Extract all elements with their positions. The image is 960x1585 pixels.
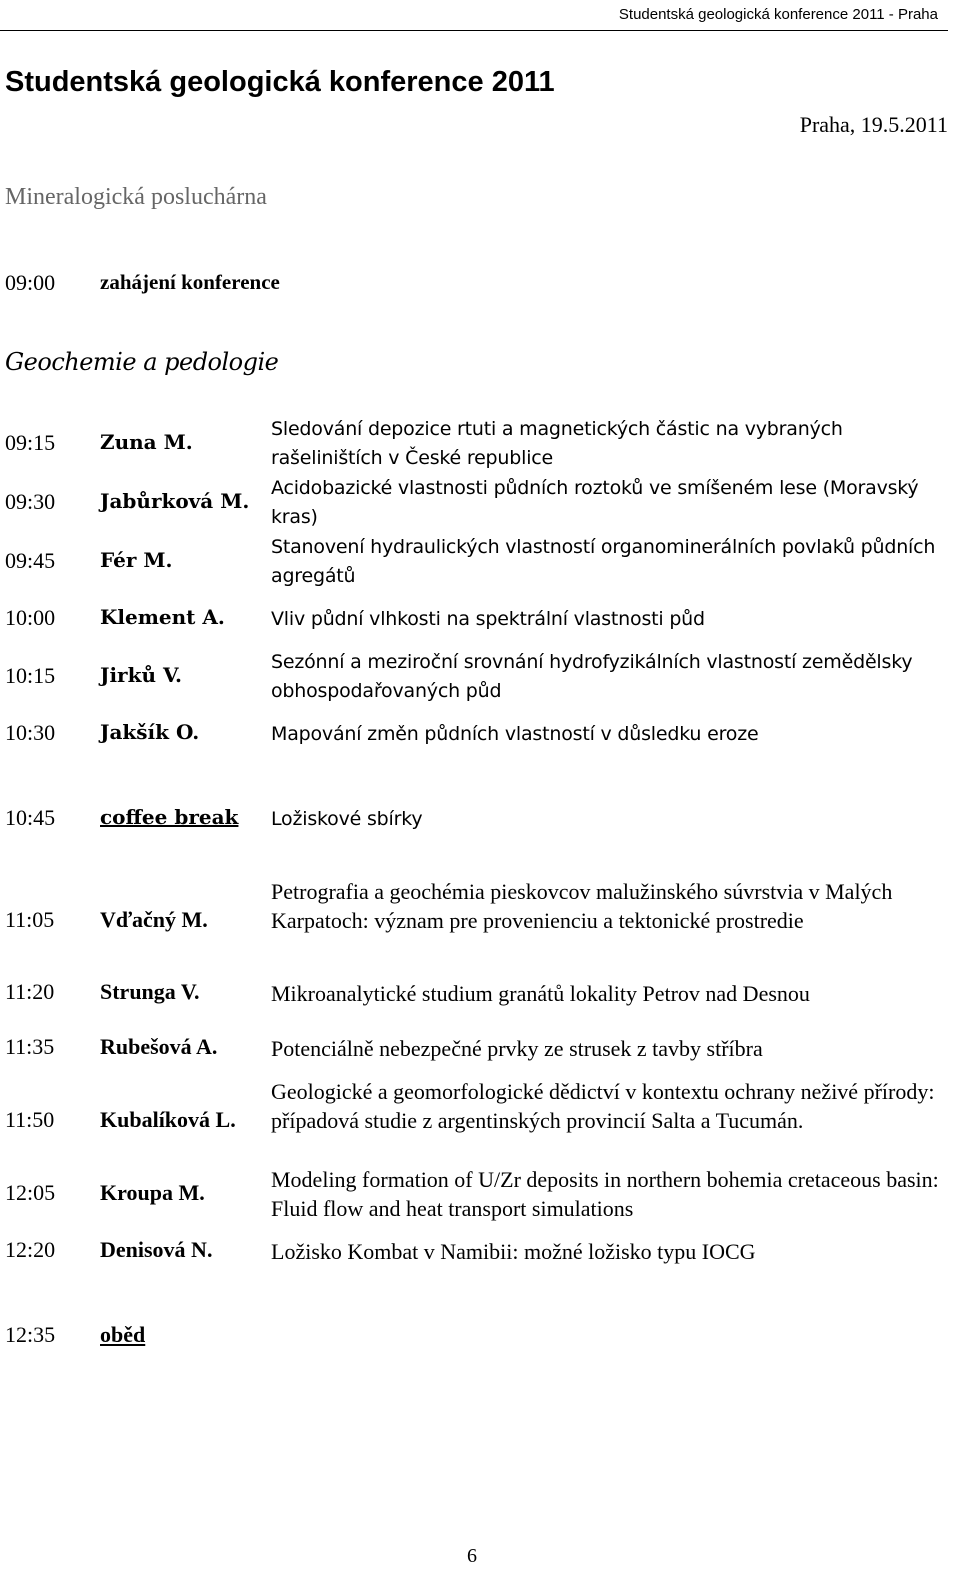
talk-title: Vliv půdní vlhkosti na spektrální vlastnosti půd [271,608,705,630]
author: Vďačný M. [100,907,208,932]
author: Jabůrková M. [100,489,250,513]
running-header [0,0,948,31]
talk-title: Acidobazické vlastnosti půdních roztoků ve smíšeném lese (Moravský kras) [271,477,919,528]
time: 12:20 [5,1237,56,1262]
talk-title: Sezónní a meziroční srovnání hydrofyzikálních vlastností zemědělsky obhospodařovaných půd [271,651,913,702]
running-header-text: Studentská geologická konference 2011 - Praha [618,6,938,23]
time: 09:15 [5,430,56,455]
talk-title: Potenciálně nebezpečné prvky ze strusek z tavby stříbra [271,1036,763,1061]
author: Kubalíková L. [100,1107,236,1132]
author: Klement A. [100,605,225,629]
coffee-break-location: Ložiskové sbírky [271,808,423,830]
time: 11:05 [5,907,55,932]
time: 10:30 [5,720,56,745]
author: Zuna M. [100,430,193,454]
lunch-label: oběd [100,1322,146,1347]
time: 09:45 [5,548,56,573]
section-heading: Geochemie a pedologie [5,348,279,376]
talk-title: Geologické a geomorfologické dědictví v kontextu ochrany neživé přírody: případová studie z argentinských provincií Salta a Tucumán. [271,1079,935,1133]
time: 09:00 [5,270,56,295]
time: 11:35 [5,1034,55,1059]
time: 12:05 [5,1180,56,1205]
place-date: Praha, 19.5.2011 [799,112,948,137]
author: Kroupa M. [100,1180,205,1205]
coffee-break-label: coffee break [100,805,239,829]
author: Jirků V. [100,663,182,687]
time: 10:45 [5,805,56,830]
time: 10:00 [5,605,56,630]
talk-title: Stanovení hydraulických vlastností organominerálních povlaků půdních agregátů [271,536,936,587]
talk-title: Ložisko Kombat v Namibii: možné ložisko typu IOCG [271,1239,756,1264]
page-title: Studentská geologická konference 2011 [5,66,555,98]
talk-title: Sledování depozice rtuti a magnetických částic na vybraných rašeliništích v České republice [271,418,843,469]
time: 12:35 [5,1322,56,1347]
time: 11:50 [5,1107,55,1132]
talk-title: Mapování změn půdních vlastností v důsledku eroze [271,723,759,745]
talk-title: Petrografia a geochémia pieskovcov malužinského súvrstvia v Malých Karpatoch: význam pre provenienciu a tektonické prostredie [271,879,893,933]
page-number: 6 [467,1545,477,1567]
talk-title: Modeling formation of U/Zr deposits in northern bohemia cretaceous basin: Fluid flow and heat transport simulations [271,1167,939,1221]
opening-label: zahájení konference [100,270,280,294]
room-heading: Mineralogická posluchárna [5,184,267,210]
time: 10:15 [5,663,56,688]
author: Fér M. [100,548,173,572]
author: Strunga V. [100,979,200,1004]
author: Rubešová A. [100,1034,218,1059]
time: 09:30 [5,489,56,514]
talk-title: Mikroanalytické studium granátů lokality Petrov nad Desnou [271,981,810,1006]
author: Jakšík O. [100,720,200,744]
time: 11:20 [5,979,55,1004]
author: Denisová N. [100,1237,213,1262]
